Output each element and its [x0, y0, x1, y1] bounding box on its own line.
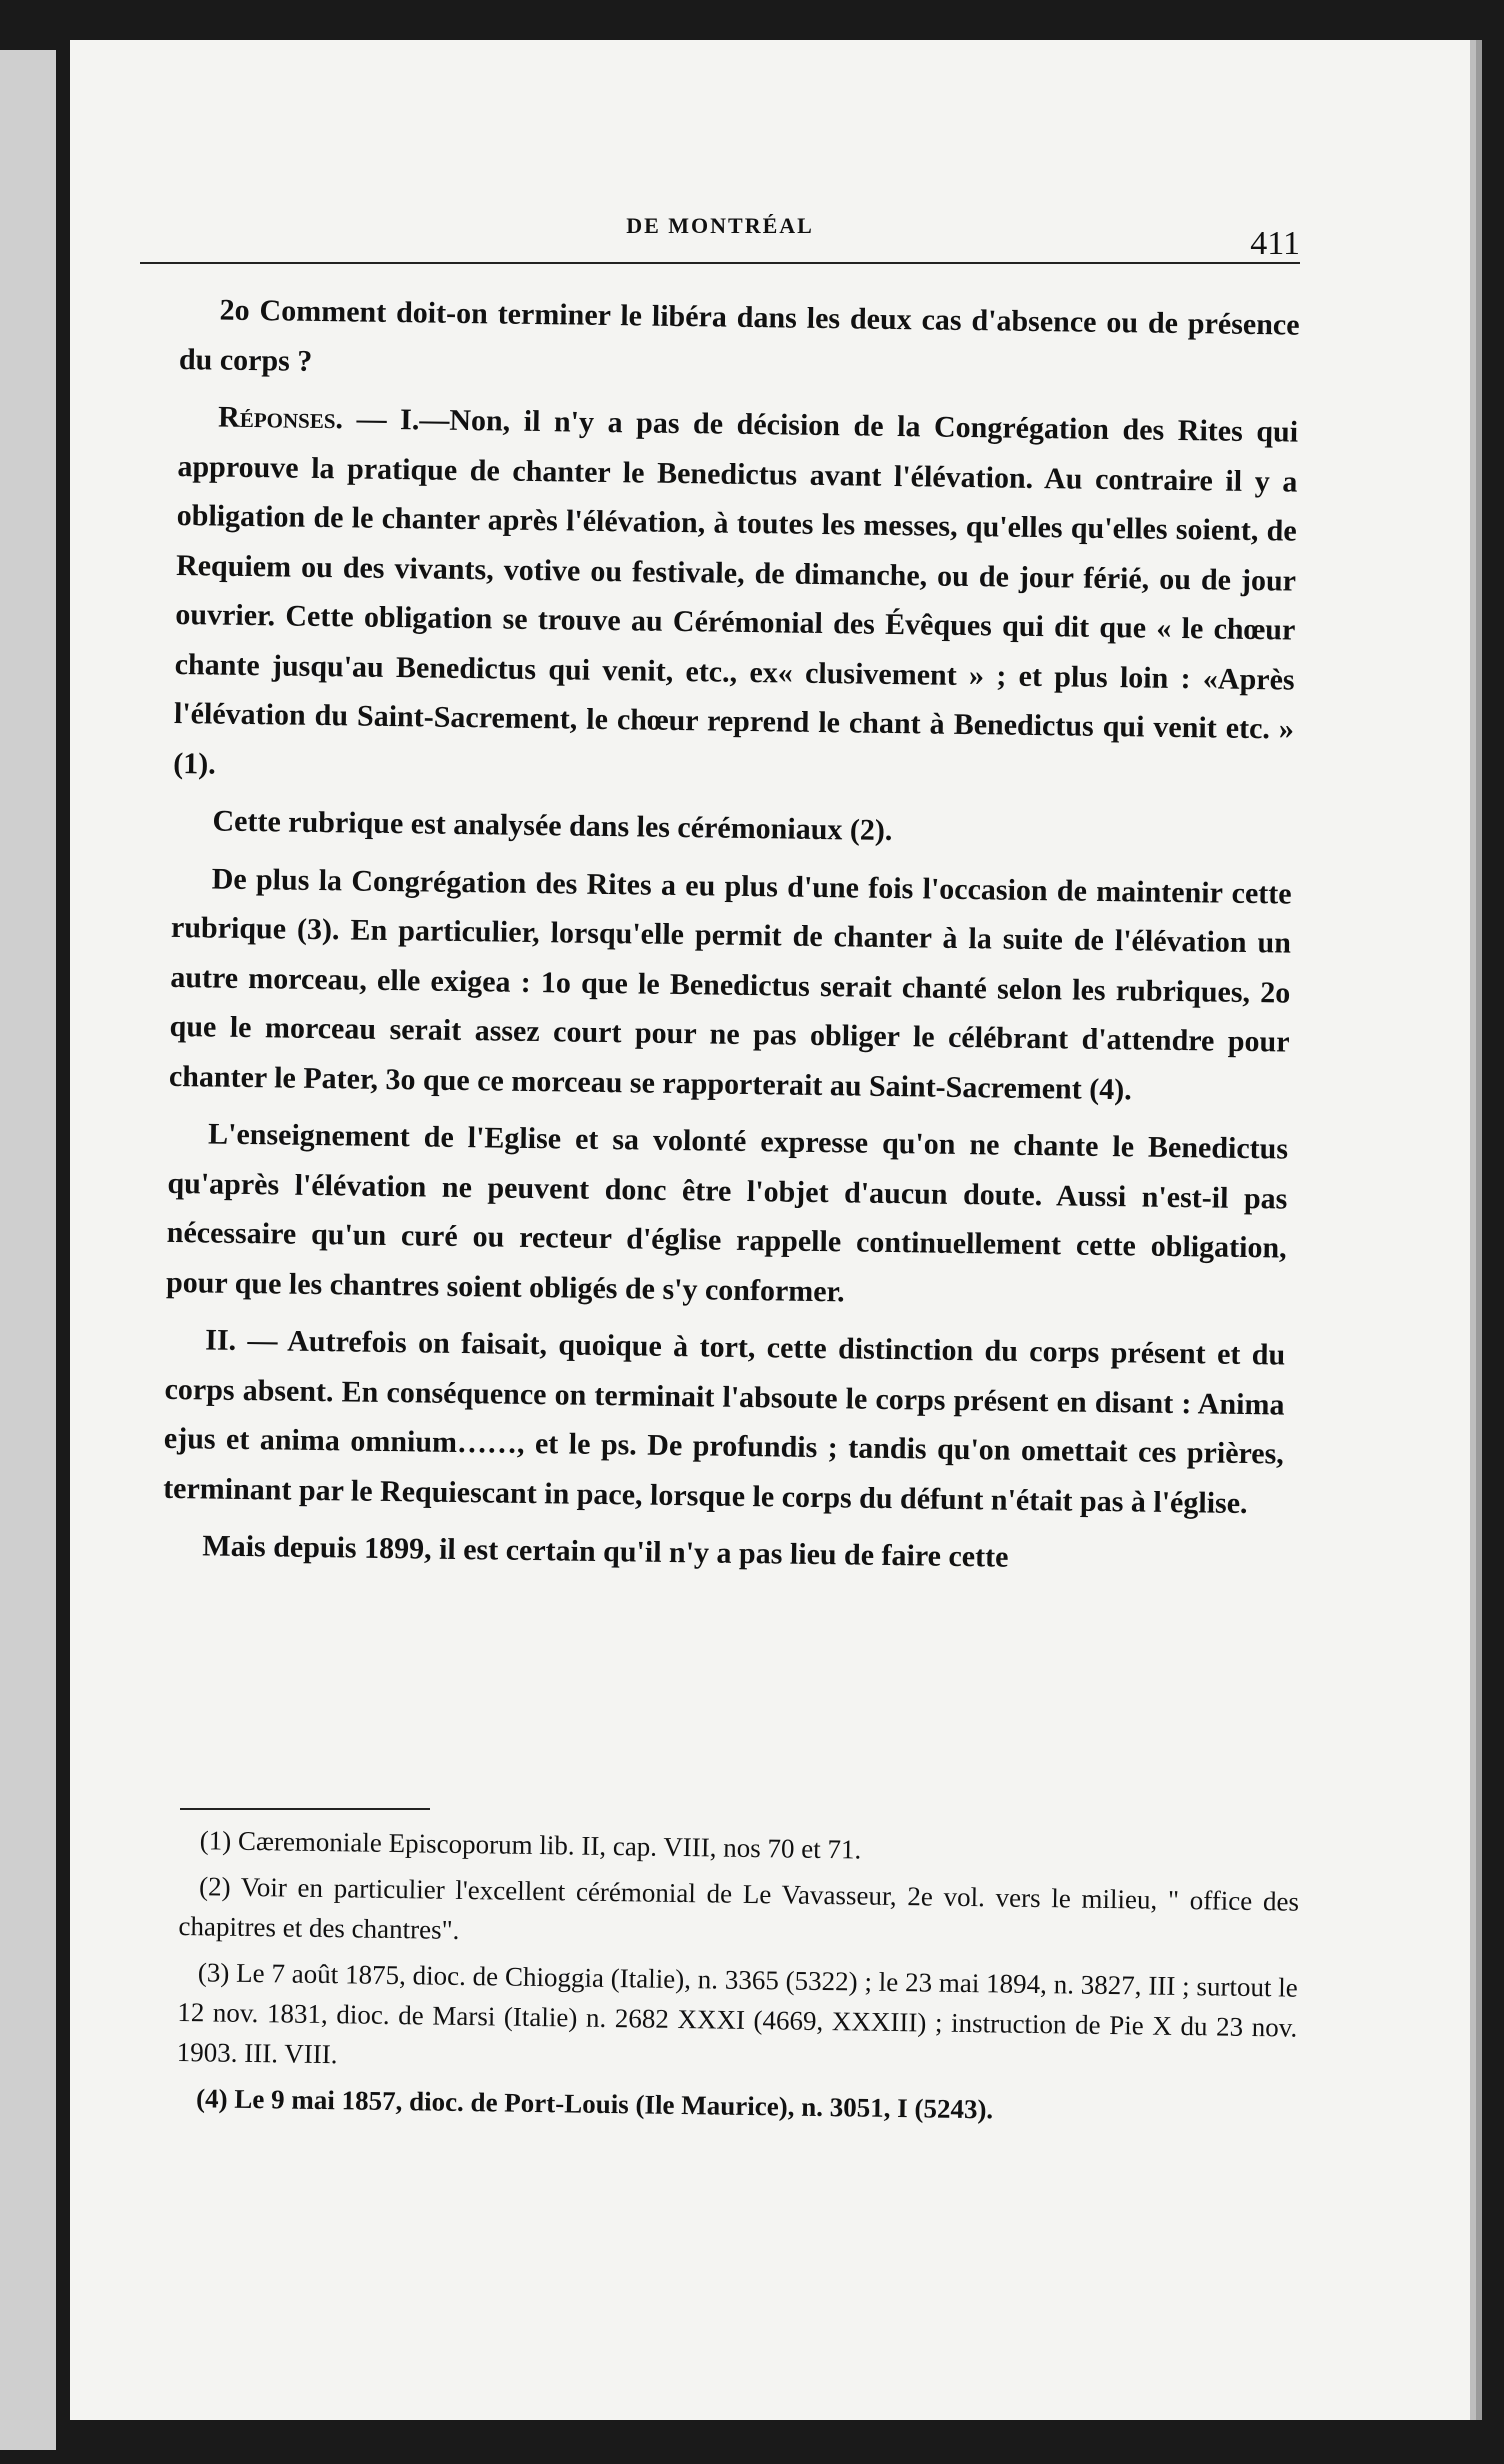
footnotes: [176, 1820, 1300, 2140]
answer-paragraph-5: II. — Autrefois on faisait, quoique à tort, cette distinction du corps présent et du corps absent. En conséquence on terminait l'absoute le corps présent en disant : Anima ejus et anima omnium……, et le ps. De profundis ; tandis qu'on omettait ces prières, terminant par le Requiescant in pace, lorsque le corps du défunt n'était pas à l'église.: [162, 1323, 1286, 1520]
running-title: DE MONTRÉAL: [626, 213, 814, 238]
facing-page-edge: [0, 50, 56, 2450]
answer-paragraph-3: De plus la Congrégation des Rites a eu plus d'une fois l'occasion de maintenir cette rubrique (3). En particulier, lorsqu'elle permit de chanter à la suite de l'élévation un autre morceau, elle exigea : 1o que le Benedictus serait chanté selon les rubriques, 2o que le morceau serait assez court pour ne pas obliger le célébrant d'attendre pour chanter le Pater, 3o que ce morceau se rapporterait au Saint-Sacrement (4).: [168, 862, 1292, 1106]
answer-paragraph-4: L'enseignement de l'Eglise et sa volonté expresse qu'on ne chante le Benedictus qu'après l'élévation ne peuvent donc être l'objet d'aucun doute. Aussi n'est-il pas nécessaire qu'un curé ou recteur d'église rappelle continuellement cette obligation, pour que les chantres soient obligés de s'y conformer.: [165, 1117, 1289, 1308]
answer-label: Réponses.: [217, 400, 344, 436]
body-text: [162, 285, 1300, 1594]
footnote-2: (2) Voir en particulier l'excellent cérémonial de Le Vavasseur, 2e vol. vers le milieu, " office des chapitres et des chantres".: [178, 1871, 1300, 1945]
answer-text-1: — I.—Non, il n'y a pas de décision de la Congrégation des Rites qui approuve la pratique de chanter le Benedictus avant l'élévation. Au contraire il y a obligation de le chanter après l'élévation, à toutes les messes, qu'elles qu'elles soient, de Requiem ou des vivants, votive ou festivale, de dimanche, ou de jour férié, ou de jour ouvrier. Cette obligation se trouve au Cérémonial des Évêques qui dit que « le chœur chante jusqu'au Benedictus qui venit, etc., ex« clusivement » ; et plus loin : «Après l'élévation du Saint-Sacrement, le chœur reprend le chant à Benedictus qui venit etc. » (1).: [173, 402, 1299, 781]
footnote-3: (3) Le 7 août 1875, dioc. de Chioggia (Italie), n. 3365 (5322) ; le 23 mai 1894, n. 3827, III ; surtout le 12 nov. 1831, dioc. de Marsi (Italie) n. 2682 XXXI (4669, XXXIII) ; instruction de Pie X du 23 nov. 1903. III. VIII.: [176, 1957, 1298, 2070]
footnote-4: (4) Le 9 mai 1857, dioc. de Port-Louis (Ile Maurice), n. 3051, I (5243).: [195, 2083, 994, 2125]
answer-paragraph-2: Cette rubrique est analysée dans les cérémoniaux (2).: [212, 804, 893, 847]
footnote-1: (1) Cæremoniale Episcoporum lib. II, cap. VIII, nos 70 et 71.: [199, 1825, 862, 1865]
header-rule: [140, 262, 1300, 264]
page-number: 411: [1250, 225, 1300, 262]
page-header: [140, 195, 1300, 262]
question-paragraph: 2o Comment doit-on terminer le libéra dans les deux cas d'absence ou de présence du corps ?: [178, 293, 1300, 378]
footnote-rule: [180, 1808, 430, 1810]
answer-paragraph-6: Mais depuis 1899, il est certain qu'il n'y a pas lieu de faire cette: [202, 1529, 1009, 1574]
answer-paragraph-1: [173, 392, 1298, 804]
